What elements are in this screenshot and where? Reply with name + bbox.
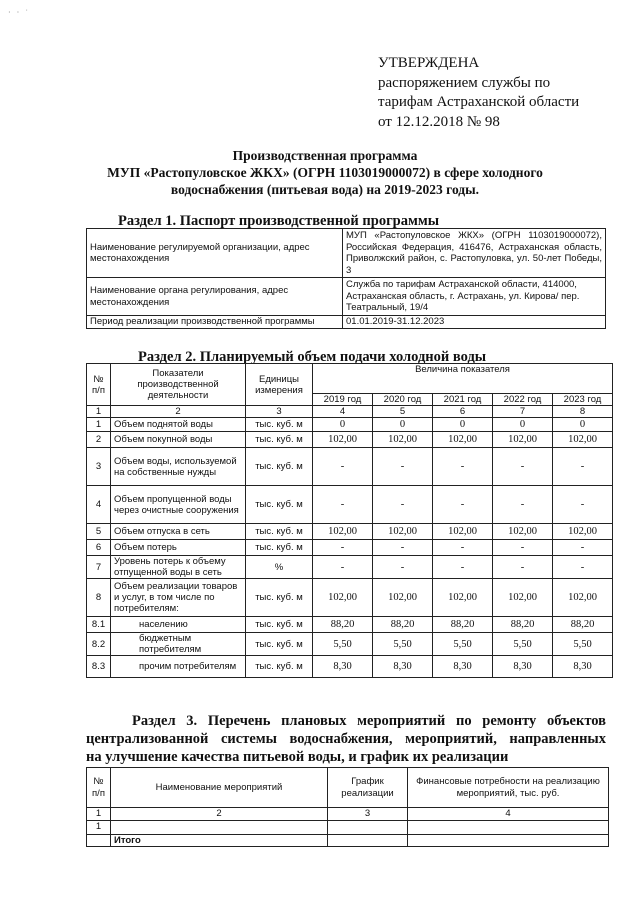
row-number: 5 <box>87 524 111 540</box>
value-cell: - <box>373 486 433 524</box>
value-cell: 102,00 <box>373 524 433 540</box>
indicator-name: прочим потребителям <box>111 656 246 678</box>
table-row <box>87 418 613 432</box>
water-volume-table <box>86 363 613 678</box>
column-number: 5 <box>373 406 433 418</box>
value-cell: 102,00 <box>313 579 373 617</box>
value-cell: 102,00 <box>493 432 553 448</box>
value-cell: 102,00 <box>553 524 613 540</box>
col-header-year: 2021 год <box>433 394 493 406</box>
table-row <box>87 579 613 617</box>
approval-line: тарифам Астраханской области <box>378 94 580 110</box>
total-label: Итого <box>111 834 328 847</box>
indicator-name: Объем воды, используемой на собственные нужды <box>111 448 246 486</box>
section3-heading-line: Раздел 3. Перечень плановых мероприятий по ремонту объектов <box>132 713 606 729</box>
unit-cell: тыс. куб. м <box>246 579 313 617</box>
unit-cell: тыс. куб. м <box>246 524 313 540</box>
indicator-name: Уровень потерь к объему отпущенной воды в сеть <box>111 556 246 579</box>
value-cell: 0 <box>493 418 553 432</box>
unit-cell: тыс. куб. м <box>246 633 313 656</box>
value-cell: 102,00 <box>433 524 493 540</box>
column-number-row <box>87 808 609 821</box>
table-row-total <box>87 834 609 847</box>
indicator-name: Объем отпуска в сеть <box>111 524 246 540</box>
column-number: 4 <box>408 808 609 821</box>
passport-table <box>86 228 606 329</box>
value-cell: 102,00 <box>313 432 373 448</box>
value-cell: - <box>493 448 553 486</box>
value-cell: 102,00 <box>433 579 493 617</box>
col-header-year: 2022 год <box>493 394 553 406</box>
table-cell: Наименование регулируемой организации, адрес местонахождения <box>87 229 343 278</box>
value-cell: 102,00 <box>373 432 433 448</box>
table-cell <box>111 820 328 834</box>
value-cell: - <box>493 540 553 556</box>
value-cell: - <box>493 556 553 579</box>
program-title-line: МУП «Растопуловское ЖКХ» (ОГРН 1103019000072) в сфере холодного <box>107 165 543 180</box>
table-row <box>87 820 609 834</box>
column-number-row <box>87 406 613 418</box>
unit-cell: тыс. куб. м <box>246 418 313 432</box>
table-row <box>87 229 606 278</box>
indicator-name: Объем потерь <box>111 540 246 556</box>
column-number: 4 <box>313 406 373 418</box>
section1-heading: Раздел 1. Паспорт производственной программы <box>118 213 440 229</box>
section3-heading-line-2 <box>86 731 606 748</box>
value-cell: 88,20 <box>373 617 433 633</box>
table-row <box>87 556 613 579</box>
column-number: 8 <box>553 406 613 418</box>
row-number: 2 <box>87 432 111 448</box>
col-header-year: 2020 год <box>373 394 433 406</box>
indicator-name: Объем пропущенной воды через очистные сооружения <box>111 486 246 524</box>
row-number: 8.2 <box>87 633 111 656</box>
row-number: 8 <box>87 579 111 617</box>
section3-heading-line-3: на улучшение качества питьевой воды, и график их реализации <box>86 749 509 765</box>
col-header-schedule: График реализации <box>328 768 408 808</box>
column-number: 1 <box>87 406 111 418</box>
value-cell: - <box>373 448 433 486</box>
row-number: 3 <box>87 448 111 486</box>
indicator-name: Объем поднятой воды <box>111 418 246 432</box>
table-row <box>87 617 613 633</box>
table-cell: Наименование органа регулирования, адрес местонахождения <box>87 278 343 316</box>
value-cell: - <box>313 486 373 524</box>
value-cell: 5,50 <box>313 633 373 656</box>
table-row <box>87 448 613 486</box>
value-cell: 0 <box>373 418 433 432</box>
value-cell: 5,50 <box>493 633 553 656</box>
value-cell: 102,00 <box>553 432 613 448</box>
value-cell: 0 <box>553 418 613 432</box>
value-cell: - <box>313 540 373 556</box>
table-cell <box>408 834 609 847</box>
value-cell: 0 <box>433 418 493 432</box>
program-title-line: водоснабжения (питьевая вода) на 2019-2023 годы. <box>170 182 480 197</box>
row-number: 4 <box>87 486 111 524</box>
value-cell: 8,30 <box>433 656 493 678</box>
indicator-name: населению <box>111 617 246 633</box>
col-header-year: 2023 год <box>553 394 613 406</box>
approval-stamp-block <box>378 54 618 132</box>
value-cell: 102,00 <box>553 579 613 617</box>
value-cell: 5,50 <box>373 633 433 656</box>
value-cell: 8,30 <box>553 656 613 678</box>
value-cell: - <box>373 540 433 556</box>
table-body <box>87 418 613 678</box>
column-number: 3 <box>246 406 313 418</box>
unit-cell: тыс. куб. м <box>246 486 313 524</box>
table-header-row <box>87 768 609 808</box>
section2-heading: Раздел 2. Планируемый объем подачи холодной воды <box>138 349 487 365</box>
value-cell: - <box>553 540 613 556</box>
table-cell <box>408 820 609 834</box>
indicator-name: бюджетным потребителям <box>111 633 246 656</box>
unit-cell: тыс. куб. м <box>246 656 313 678</box>
table-row <box>87 278 606 316</box>
value-cell: - <box>553 448 613 486</box>
value-cell: 8,30 <box>373 656 433 678</box>
row-number: 1 <box>87 820 111 834</box>
column-number: 7 <box>493 406 553 418</box>
row-number: 6 <box>87 540 111 556</box>
value-cell: 88,20 <box>553 617 613 633</box>
measures-table <box>86 767 609 847</box>
value-cell: 8,30 <box>493 656 553 678</box>
indicator-name: Объем реализации товаров и услуг, в том числе по потребителям: <box>111 579 246 617</box>
table-cell <box>87 834 111 847</box>
value-cell: 5,50 <box>433 633 493 656</box>
section3-heading-line: централизованной системы водоснабжения, мероприятий, направленных <box>86 731 606 747</box>
value-cell: 0 <box>313 418 373 432</box>
table-row <box>87 524 613 540</box>
value-cell: 102,00 <box>433 432 493 448</box>
value-cell: 102,00 <box>493 524 553 540</box>
row-number: 8.1 <box>87 617 111 633</box>
value-cell: - <box>313 448 373 486</box>
value-cell: - <box>553 486 613 524</box>
table-cell: Период реализации производственной программы <box>87 316 343 329</box>
table-row <box>87 656 613 678</box>
table-cell <box>328 834 408 847</box>
approval-line: распоряжением службы по <box>378 74 551 91</box>
unit-cell: тыс. куб. м <box>246 432 313 448</box>
unit-cell: тыс. куб. м <box>246 448 313 486</box>
row-number: 8.3 <box>87 656 111 678</box>
column-number: 2 <box>111 406 246 418</box>
row-number: 1 <box>87 418 111 432</box>
program-title <box>60 147 590 198</box>
approval-line: УТВЕРЖДЕНА <box>378 55 480 71</box>
value-cell: 102,00 <box>493 579 553 617</box>
unit-cell: тыс. куб. м <box>246 540 313 556</box>
col-header-name: Наименование мероприятий <box>111 768 328 808</box>
value-cell: 88,20 <box>313 617 373 633</box>
row-number: 7 <box>87 556 111 579</box>
value-cell: - <box>313 556 373 579</box>
col-header-num: № п/п <box>87 364 111 406</box>
indicator-name: Объем покупной воды <box>111 432 246 448</box>
table-header-row <box>87 364 613 394</box>
table-row <box>87 633 613 656</box>
unit-cell: % <box>246 556 313 579</box>
value-cell: 88,20 <box>433 617 493 633</box>
table-row <box>87 316 606 329</box>
col-header-indicator: Показатели производственной деятельности <box>111 364 246 406</box>
table-cell <box>328 820 408 834</box>
value-cell: - <box>433 448 493 486</box>
table-cell: Служба по тарифам Астраханской области, 414000, Астраханская область, г. Астрахань, ул. Кирова/ пер. Театральный, 19/4 <box>343 278 606 316</box>
column-number: 3 <box>328 808 408 821</box>
value-cell: - <box>373 556 433 579</box>
value-cell: 5,50 <box>553 633 613 656</box>
col-header-num: № п/п <box>87 768 111 808</box>
value-cell: 88,20 <box>493 617 553 633</box>
table-cell: МУП «Растопуловское ЖКХ» (ОГРН 1103019000072), Российская Федерация, 416476, Астраханская область, Приволжский район, с. Растопуловка, ул. 50-лет Победы, 3 <box>343 229 606 278</box>
column-number: 6 <box>433 406 493 418</box>
value-cell: - <box>493 486 553 524</box>
value-cell: - <box>433 540 493 556</box>
value-cell: - <box>433 486 493 524</box>
value-cell: 102,00 <box>373 579 433 617</box>
table-row <box>87 540 613 556</box>
program-title-line: Производственная программа <box>232 148 418 163</box>
col-header-values: Величина показателя <box>313 364 613 394</box>
column-number: 2 <box>111 808 328 821</box>
col-header-year: 2019 год <box>313 394 373 406</box>
column-number: 1 <box>87 808 111 821</box>
unit-cell: тыс. куб. м <box>246 617 313 633</box>
approval-line: от 12.12.2018 № 98 <box>378 113 500 130</box>
table-cell: 01.01.2019-31.12.2023 <box>343 316 606 329</box>
value-cell: - <box>433 556 493 579</box>
col-header-finance: Финансовые потребности на реализацию мероприятий, тыс. руб. <box>408 768 609 808</box>
scan-artifact: · · ˙ <box>8 8 30 17</box>
value-cell: - <box>553 556 613 579</box>
value-cell: 8,30 <box>313 656 373 678</box>
col-header-unit: Единицы измерения <box>246 364 313 406</box>
table-row <box>87 486 613 524</box>
section3-heading <box>86 713 606 730</box>
value-cell: 102,00 <box>313 524 373 540</box>
table-row <box>87 432 613 448</box>
